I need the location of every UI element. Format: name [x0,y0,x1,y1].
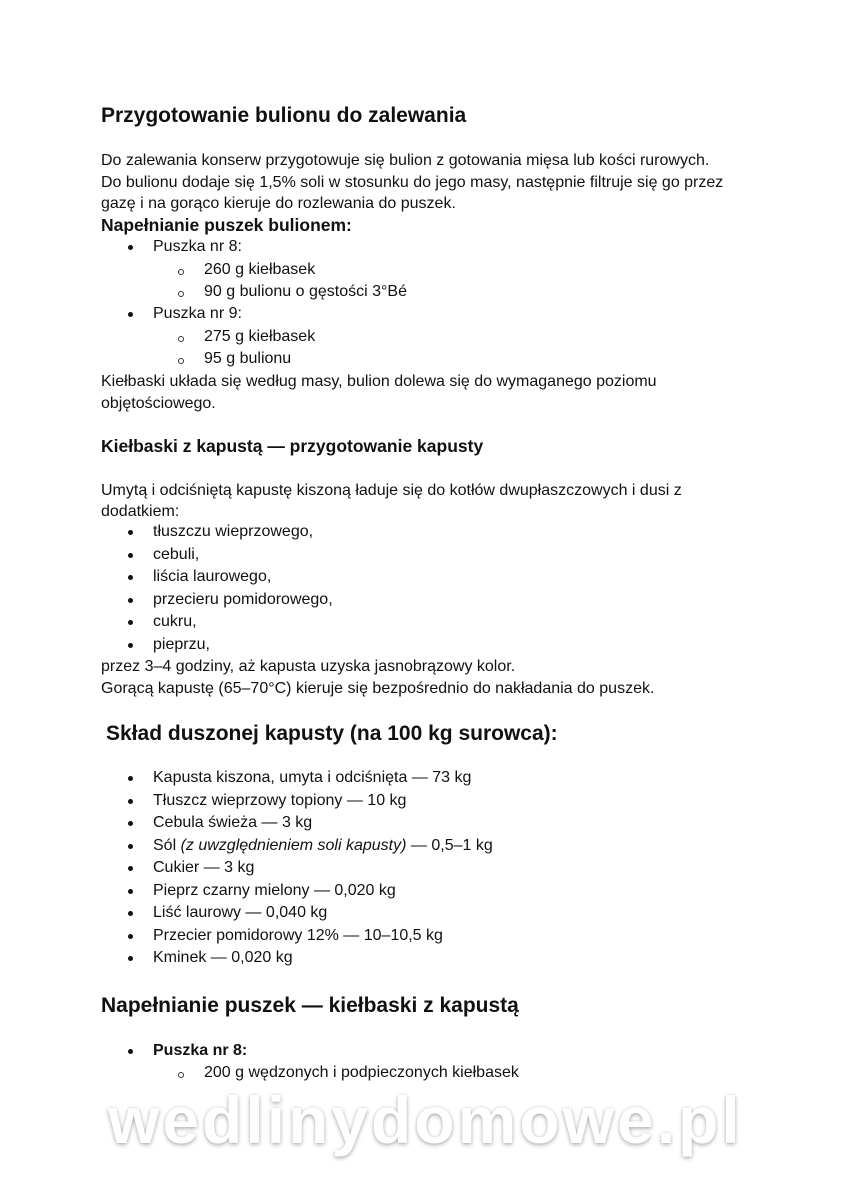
list-item-text: Kapusta kiszona, umyta i odciśnięta — 73 kg [153,769,472,786]
list-item [153,947,293,969]
list-item-text: 200 g wędzonych i podpieczonych kiełbasek [204,1064,519,1081]
list-item-text: Puszka nr 8: [153,238,242,255]
bullet-icon [128,776,133,781]
list-item-text: Kminek — 0,020 kg [153,949,293,966]
circle-bullet-icon [178,336,184,342]
list-item [153,1040,247,1062]
list-item [153,544,199,566]
section-heading: Napełnianie puszek — kiełbaski z kapustą [101,994,519,1017]
sub-list-item [204,1062,519,1084]
list-item [153,236,242,258]
sub-list-item [204,326,315,348]
list-item-text: 260 g kiełbasek [204,261,316,278]
bullet-icon [128,821,133,826]
sub-list-item [204,348,291,370]
watermark: wedlinydomowe.pl [108,1083,743,1157]
paragraph-line: objętościowego. [101,395,216,412]
list-item-text: Pieprz czarny mielony — 0,020 kg [153,881,396,899]
section-heading: Przygotowanie bulionu do zalewania [101,104,467,127]
bullet-icon [128,575,133,580]
list-item-text: cukru, [153,613,197,630]
bullet-icon [128,530,133,535]
list-item-text-prefix: Sól [153,836,181,854]
subheading: Napełnianie puszek bulionem: [101,215,352,235]
list-item [153,857,254,879]
bullet-icon [128,866,133,871]
list-item-text: tłuszczu wieprzowego, [153,523,314,540]
bullet-icon [128,956,133,961]
list-item-text: Tłuszcz wieprzowy topiony — 10 kg [153,791,407,809]
circle-bullet-icon [178,358,184,364]
bullet-icon [128,844,133,849]
paragraph-line: przez 3–4 godziny, aż kapusta uzyska jasnobrązowy kolor. [101,658,516,675]
bullet-icon [128,312,133,317]
list-item-text: 275 g kiełbasek [204,328,316,345]
list-item-text: liścia laurowego, [153,568,272,585]
list-item-text: Puszka nr 8: [153,1042,248,1059]
bullet-icon [128,1049,133,1054]
sub-list-item [204,281,407,303]
list-item-text: cebuli, [153,545,200,563]
bullet-icon [128,911,133,916]
list-item-text: Przecier pomidorowy 12% — 10–10,5 kg [153,926,443,944]
bullet-icon [128,620,133,625]
sub-list-item [204,259,315,281]
circle-bullet-icon [178,291,184,297]
paragraph-line: Do zalewania konserw przygotowuje się bulion z gotowania mięsa lub kości rurowych. [101,152,710,169]
list-item-text: Cukier — 3 kg [153,859,255,876]
list-item-text-italic: (z uwzględnieniem soli kapusty) [180,836,407,854]
list-item-text: Cebula świeża — 3 kg [153,814,313,831]
circle-bullet-icon [178,269,184,275]
list-item [153,812,312,834]
list-item [153,902,327,924]
list-item [153,925,443,947]
paragraph-line: Do bulionu dodaje się 1,5% soli w stosunku do jego masy, następnie filtruje się go przez [101,174,724,191]
list-item [153,566,271,588]
section-heading: Kiełbaski z kapustą — przygotowanie kapusty [101,436,484,456]
paragraph-line: gazę i na gorąco kieruje do rozlewania do puszek. [101,195,456,212]
paragraph-line: dodatkiem: [101,503,180,520]
paragraph-line: Gorącą kapustę (65–70°C) kieruje się bezpośrednio do nakładania do puszek. [101,680,655,697]
bullet-icon [128,799,133,804]
list-item-text: 95 g bulionu [204,350,292,367]
list-item-text-suffix: — 0,5–1 kg [406,836,493,854]
bullet-icon [128,889,133,894]
circle-bullet-icon [178,1072,184,1078]
list-item [153,634,210,656]
list-item-text: 90 g bulionu o gęstości 3°Bé [204,283,407,300]
list-item [153,589,333,611]
list-item [153,835,493,857]
bullet-icon [128,245,133,250]
bullet-icon [128,643,133,648]
list-item [153,790,406,812]
section-heading: Skład duszonej kapusty (na 100 kg surowca): [106,722,558,745]
list-item [153,880,396,902]
list-item-text: przecieru pomidorowego, [153,590,333,608]
list-item [153,521,313,543]
list-item-text: Puszka nr 9: [153,305,242,322]
list-item-text: Liść laurowy — 0,040 kg [153,904,328,921]
bullet-icon [128,553,133,558]
bullet-icon [128,934,133,939]
list-item [153,767,471,789]
list-item [153,303,242,325]
paragraph-line: Umytą i odciśniętą kapustę kiszoną ładuje się do kotłów dwupłaszczowych i dusi z [101,482,682,499]
list-item-text: pieprzu, [153,635,210,653]
bullet-icon [128,598,133,603]
list-item [153,611,197,633]
paragraph-line: Kiełbaski układa się według masy, bulion dolewa się do wymaganego poziomu [101,373,657,390]
